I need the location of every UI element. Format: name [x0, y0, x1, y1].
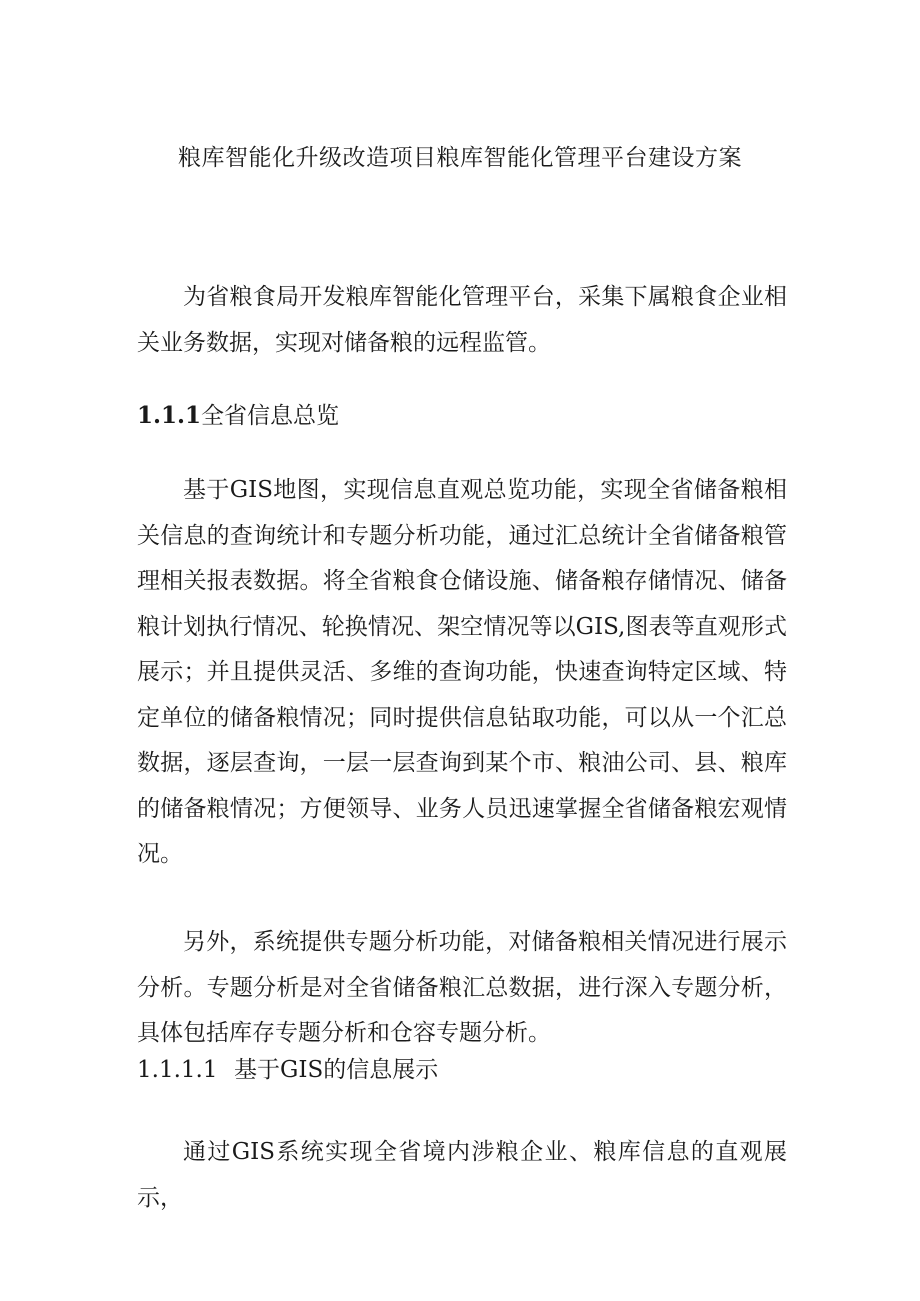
section-title: 全省信息总览	[201, 403, 339, 429]
subsection-number: 1.1.1.1	[137, 1057, 218, 1083]
section-heading	[137, 398, 339, 434]
section-number: 1.1.1	[137, 402, 202, 429]
subsection-heading	[137, 1052, 438, 1088]
subsection-paragraph: 通过GIS系统实现全省境内涉粮企业、粮库信息的直观展示，	[137, 1139, 787, 1211]
section-paragraph-overview: 基于GIS地图，实现信息直观总览功能，实现全省储备粮相关信息的查询统计和专题分析功能，通过汇总统计全省储备粮管理相关报表数据。将全省粮食仓储设施、储备粮存储情况、储备粮计划执行情况、轮换情况、架空情况等以GIS,图表等直观形式展示；并且提供灵活、多维的查询功能，快速查询特定区域、特定单位的储备粮情况；同时提供信息钻取功能，可以从一个汇总数据，逐层查询，一层一层查询到某个市、粮油公司、县、粮库的储备粮情况；方便领导、业务人员迅速掌握全省储备粮宏观情况。	[137, 477, 787, 867]
subsection-title: 基于GIS的信息展示	[234, 1057, 439, 1083]
document-title: 粮库智能化升级改造项目粮库智能化管理平台建设方案	[178, 145, 742, 171]
intro-paragraph: 为省粮食局开发粮库智能化管理平台，采集下属粮食企业相关业务数据，实现对储备粮的远程监管。	[137, 284, 787, 356]
section-paragraph-analysis: 另外，系统提供专题分析功能，对储备粮相关情况进行展示分析。专题分析是对全省储备粮汇总数据，进行深入专题分析，具体包括库存专题分析和仓容专题分析。	[137, 929, 787, 1046]
